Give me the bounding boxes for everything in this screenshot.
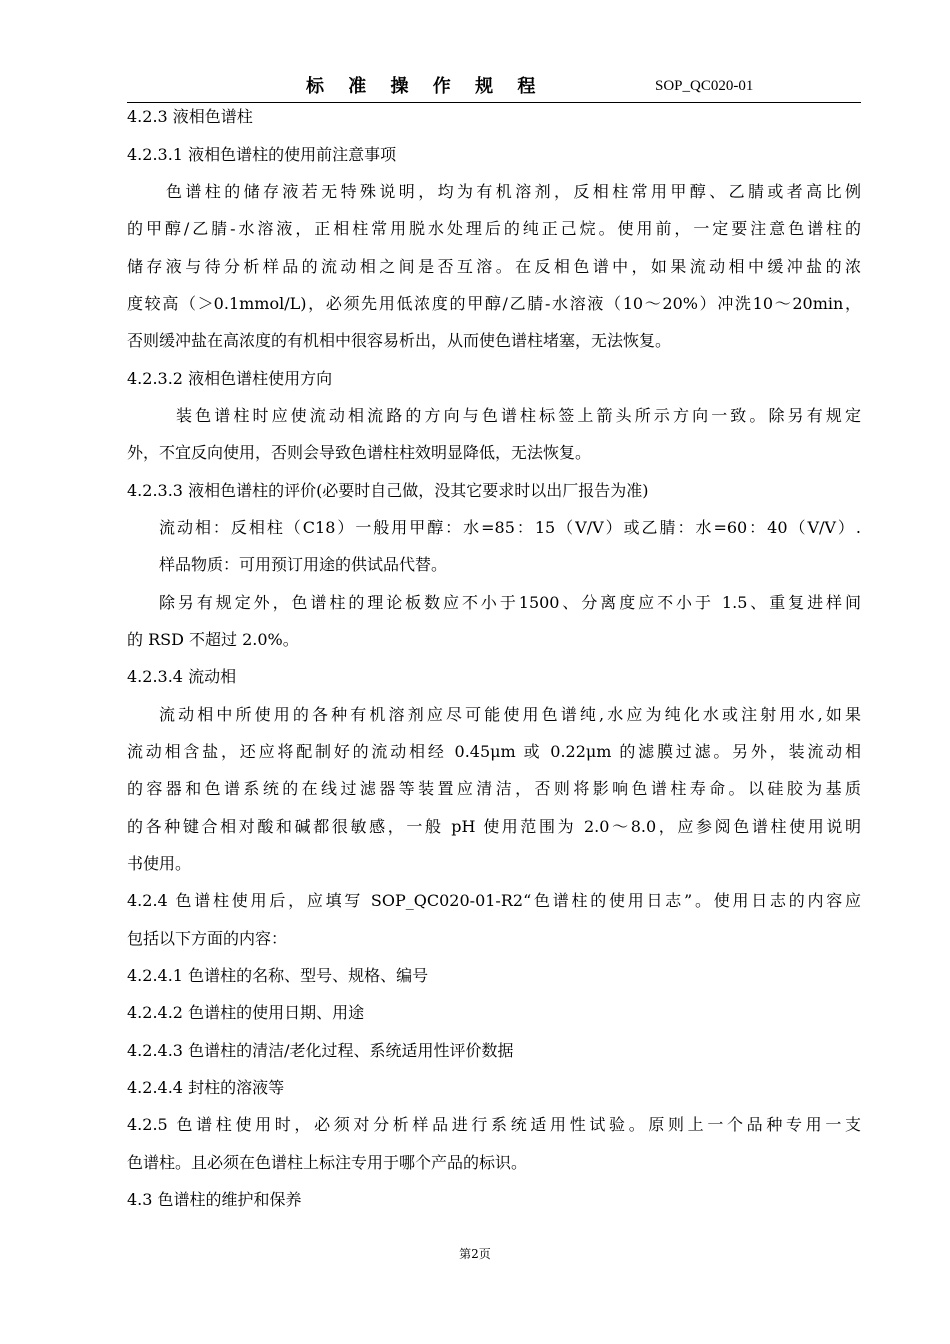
paragraph-line: 除另有规定外，色谱柱的理论板数应不小于1500、分离度应不小于 1.5、重复进样间 [159, 593, 861, 612]
paragraph-line: 色谱柱。且必须在色谱柱上标注专用于哪个产品的标识。 [127, 1153, 528, 1172]
paragraph-line: 外，不宜反向使用，否则会导致色谱柱柱效明显降低，无法恢复。 [127, 443, 592, 462]
paragraph-line: 的各种键合相对酸和碱都很敏感，一般 pH 使用范围为 2.0～8.0，应参阅色谱柱使用说明 [127, 817, 861, 836]
list-item: 4.2.4.3 色谱柱的清洁/老化过程、系统适用性评价数据 [127, 1041, 514, 1060]
paragraph-line: 流动相中所使用的各种有机溶剂应尽可能使用色谱纯,水应为纯化水或注射用水,如果 [159, 705, 861, 724]
list-item: 4.2.4.4 封柱的溶液等 [127, 1078, 285, 1097]
paragraph-line: 书使用。 [127, 854, 192, 873]
heading-4-2-3-1: 4.2.3.1 液相色谱柱的使用前注意事项 [127, 145, 397, 164]
page-number: 第2页 [459, 1247, 491, 1261]
paragraph-line: 装色谱柱时应使流动相流路的方向与色谱柱标签上箭头所示方向一致。除另有规定 [176, 406, 861, 425]
paragraph-line: 流动相含盐，还应将配制好的流动相经 0.45μm 或 0.22μm 的滤膜过滤。另外，装流动相 [127, 742, 861, 761]
header-rule [127, 102, 861, 103]
heading-4-2-3-4: 4.2.3.4 流动相 [127, 667, 237, 686]
header-code: SOP_QC020-01 [655, 78, 754, 94]
header-title: 标 准 操 作 规 程 [306, 76, 545, 97]
heading-4-3: 4.3 色谱柱的维护和保养 [127, 1190, 302, 1209]
paragraph-line: 否则缓冲盐在高浓度的有机相中很容易析出，从而使色谱柱堵塞，无法恢复。 [127, 331, 672, 350]
heading-4-2-3-2: 4.2.3.2 液相色谱柱使用方向 [127, 369, 333, 388]
list-item: 4.2.4.2 色谱柱的使用日期、用途 [127, 1003, 365, 1022]
paragraph-line: 色谱柱的储存液若无特殊说明，均为有机溶剂，反相柱常用甲醇、乙腈或者高比例 [166, 182, 861, 201]
paragraph-line: 度较高（＞0.1mmol/L)，必须先用低浓度的甲醇/乙腈-水溶液（10～20%）冲洗10～20min， [127, 294, 861, 313]
paragraph-line: 储存液与待分析样品的流动相之间是否互溶。在反相色谱中，如果流动相中缓冲盐的浓 [127, 257, 861, 276]
paragraph-line: 流动相：反相柱（C18）一般用甲醇：水=85：15（V/V）或乙腈：水=60：40（V/V）. [159, 518, 861, 537]
heading-4-2-3-3: 4.2.3.3 液相色谱柱的评价(必要时自己做，没其它要求时以出厂报告为准) [127, 481, 649, 500]
paragraph-line: 包括以下方面的内容： [127, 929, 288, 948]
paragraph-line: 的容器和色谱系统的在线过滤器等装置应清洁，否则将影响色谱柱寿命。以硅胶为基质 [127, 779, 861, 798]
heading-4-2-3: 4.2.3 液相色谱柱 [127, 107, 253, 126]
list-item: 4.2.4.1 色谱柱的名称、型号、规格、编号 [127, 966, 429, 985]
heading-4-2-4: 4.2.4 色谱柱使用后，应填写 SOP_QC020-01-R2“色谱柱的使用日志”。使用日志的内容应 [127, 891, 861, 910]
heading-4-2-5: 4.2.5 色谱柱使用时，必须对分析样品进行系统适用性试验。原则上一个品种专用一支 [127, 1115, 861, 1134]
paragraph-line: 样品物质：可用预订用途的供试品代替。 [159, 555, 448, 574]
paragraph-line: 的甲醇/乙腈-水溶液，正相柱常用脱水处理后的纯正己烷。使用前，一定要注意色谱柱的 [127, 219, 861, 238]
paragraph-line: 的 RSD 不超过 2.0%。 [127, 630, 299, 649]
